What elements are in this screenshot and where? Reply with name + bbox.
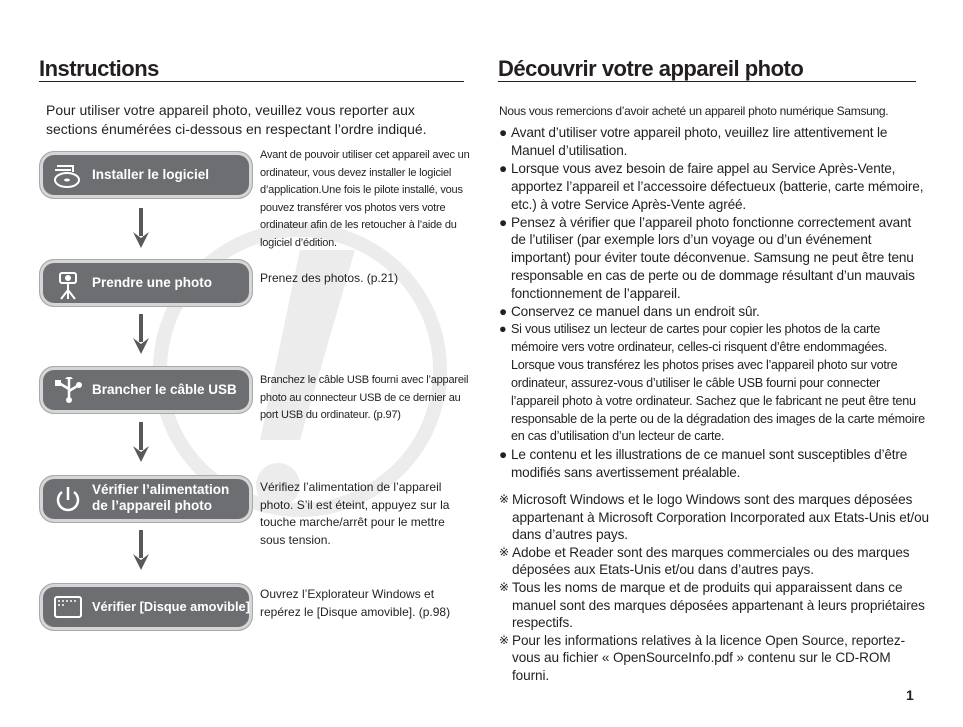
note-item [499, 579, 929, 632]
step-label: Installer le logiciel [92, 167, 210, 182]
reference-mark-icon: ※ [499, 492, 509, 506]
list-item [499, 124, 929, 160]
list-item [499, 303, 929, 321]
bullet-text: Avant d’utiliser votre appareil photo, veuillez lire attentivement le Manuel d’utilisation. [511, 125, 888, 158]
note-text: Adobe et Reader sont des marques commerciales ou des marques déposées aux Etats-Unis et/ou dans d’autres pays. [512, 544, 910, 578]
step-label-line2: de l’appareil photo [92, 498, 213, 513]
note-text: Microsoft Windows et le logo Windows sont des marques déposées appartenant à Microsoft Corporation Incorporated aux Etats-Unis et/ou dans d’autres pays. [512, 492, 930, 543]
power-icon [53, 486, 83, 512]
list-item [499, 214, 929, 304]
usb-icon [53, 377, 83, 403]
step-label: Brancher le câble USB [92, 382, 237, 397]
list-item [499, 446, 929, 482]
list-item [499, 321, 929, 446]
note-item [499, 544, 929, 579]
note-text: Pour les informations relatives à la licence Open Source, reportez-vous au fichier « OpenSourceInfo.pdf » contenu sur le CD-ROM fourni. [512, 632, 905, 683]
down-arrow-icon [132, 530, 150, 570]
bullet-text: Pensez à vérifier que l’appareil photo fonctionne correctement avant de l’utiliser (par exemple lors d’un voyage ou d’un événement important) pour éviter toute déconvenue. Samsung ne peut être tenu responsable en cas de perte ou de dommage résultant d’un mauvais fonctionnement de l’appareil. [511, 214, 915, 302]
reference-mark-icon: ※ [499, 544, 509, 559]
title-underline [498, 81, 916, 82]
section-title-discover: Découvrir votre appareil photo [498, 56, 804, 81]
down-arrow-icon [132, 208, 150, 248]
reference-mark-icon: ※ [499, 579, 509, 594]
step-description: Avant de pouvoir utiliser cet appareil avec un ordinateur, vous devez installer le logiciel d’application.Une fois le pilote installé, vous pouvez transférer vos photos vers votre ordinateur afin de les retoucher à l’aide du logiciel d’édition. [260, 149, 470, 249]
bullet-icon: ● [499, 160, 508, 176]
removable-disk-icon [53, 594, 83, 620]
step-label: Vérifier [Disque amovible] [92, 599, 250, 614]
down-arrow-icon [132, 422, 150, 462]
step-label: Prendre une photo [92, 275, 213, 290]
down-arrow-icon [132, 314, 150, 354]
step-check-power [40, 476, 252, 522]
instructions-intro: Pour utiliser votre appareil photo, veuillez vous reporter aux sections énumérées ci-dessous en respectant l’ordre indiqué. [46, 102, 427, 137]
section-title-instructions: Instructions [39, 56, 159, 81]
precautions-list [499, 124, 929, 482]
step-label [92, 482, 229, 514]
bullet-text: Le contenu et les illustrations de ce manuel sont susceptibles d’être modifiés sans avertissement préalable. [511, 447, 908, 481]
title-underline [39, 81, 464, 82]
camera-tripod-icon [53, 270, 83, 296]
bullet-text: Lorsque vous avez besoin de faire appel au Service Après-Vente, apportez l’appareil et l’accessoire défectueux (batterie, carte mémoire, etc.) à votre Service Après-Vente agréé. [511, 160, 924, 212]
bullet-text: Conservez ce manuel dans un endroit sûr. [511, 304, 760, 320]
bullet-icon: ● [499, 214, 508, 230]
reference-mark-icon: ※ [499, 632, 509, 647]
step-label-line1: Vérifier l’alimentation [92, 482, 230, 497]
cd-disc-icon [53, 162, 83, 188]
note-item [499, 491, 929, 544]
step-take-photo [40, 260, 252, 306]
step-description: Branchez le câble USB fourni avec l’appareil photo au connecteur USB de ce dernier au port USB du ordinateur. (p.97) [260, 374, 469, 421]
bullet-icon: ● [499, 304, 508, 320]
step-connect-usb [40, 367, 252, 413]
thank-you-text: Nous vous remercions d’avoir acheté un appareil photo numérique Samsung. [499, 104, 889, 118]
step-check-removable-disk [40, 584, 252, 630]
step-description: Vérifiez l’alimentation de l’appareil photo. S’il est éteint, appuyez sur la touche marche/arrêt pour le mettre sous tension. [260, 480, 450, 547]
page-number: 1 [906, 687, 914, 703]
step-description: Ouvrez l’Explorateur Windows et repérez le [Disque amovible]. (p.98) [260, 587, 451, 619]
list-item [499, 160, 929, 214]
bullet-icon: ● [499, 321, 507, 336]
bullet-icon: ● [499, 447, 508, 463]
note-item [499, 632, 929, 685]
bullet-text: Si vous utilisez un lecteur de cartes pour copier les photos de la carte mémoire vers votre ordinateur, celles-ci risquent d’être endommagées. Lorsque vous transférez les photos prises avec l’appareil photo sur votre ordinateur, assurez-vous d’utiliser le câble USB fourni pour connecter l’appareil photo à votre ordinateur. Sachez que le fabricant ne peut être tenu responsable de la perte ou de la dégradation des images de la carte mémoire en cas d’utilisation d’un lecteur de carte. [511, 321, 925, 444]
step-install-software [40, 152, 252, 198]
trademark-notes [499, 491, 929, 685]
step-description: Prenez des photos. (p.21) [260, 271, 399, 285]
note-text: Tous les noms de marque et de produits qui apparaissent dans ce manuel sont des marques déposées appartenant à leurs propriétaires respectifs. [512, 579, 925, 631]
bullet-icon: ● [499, 125, 508, 140]
